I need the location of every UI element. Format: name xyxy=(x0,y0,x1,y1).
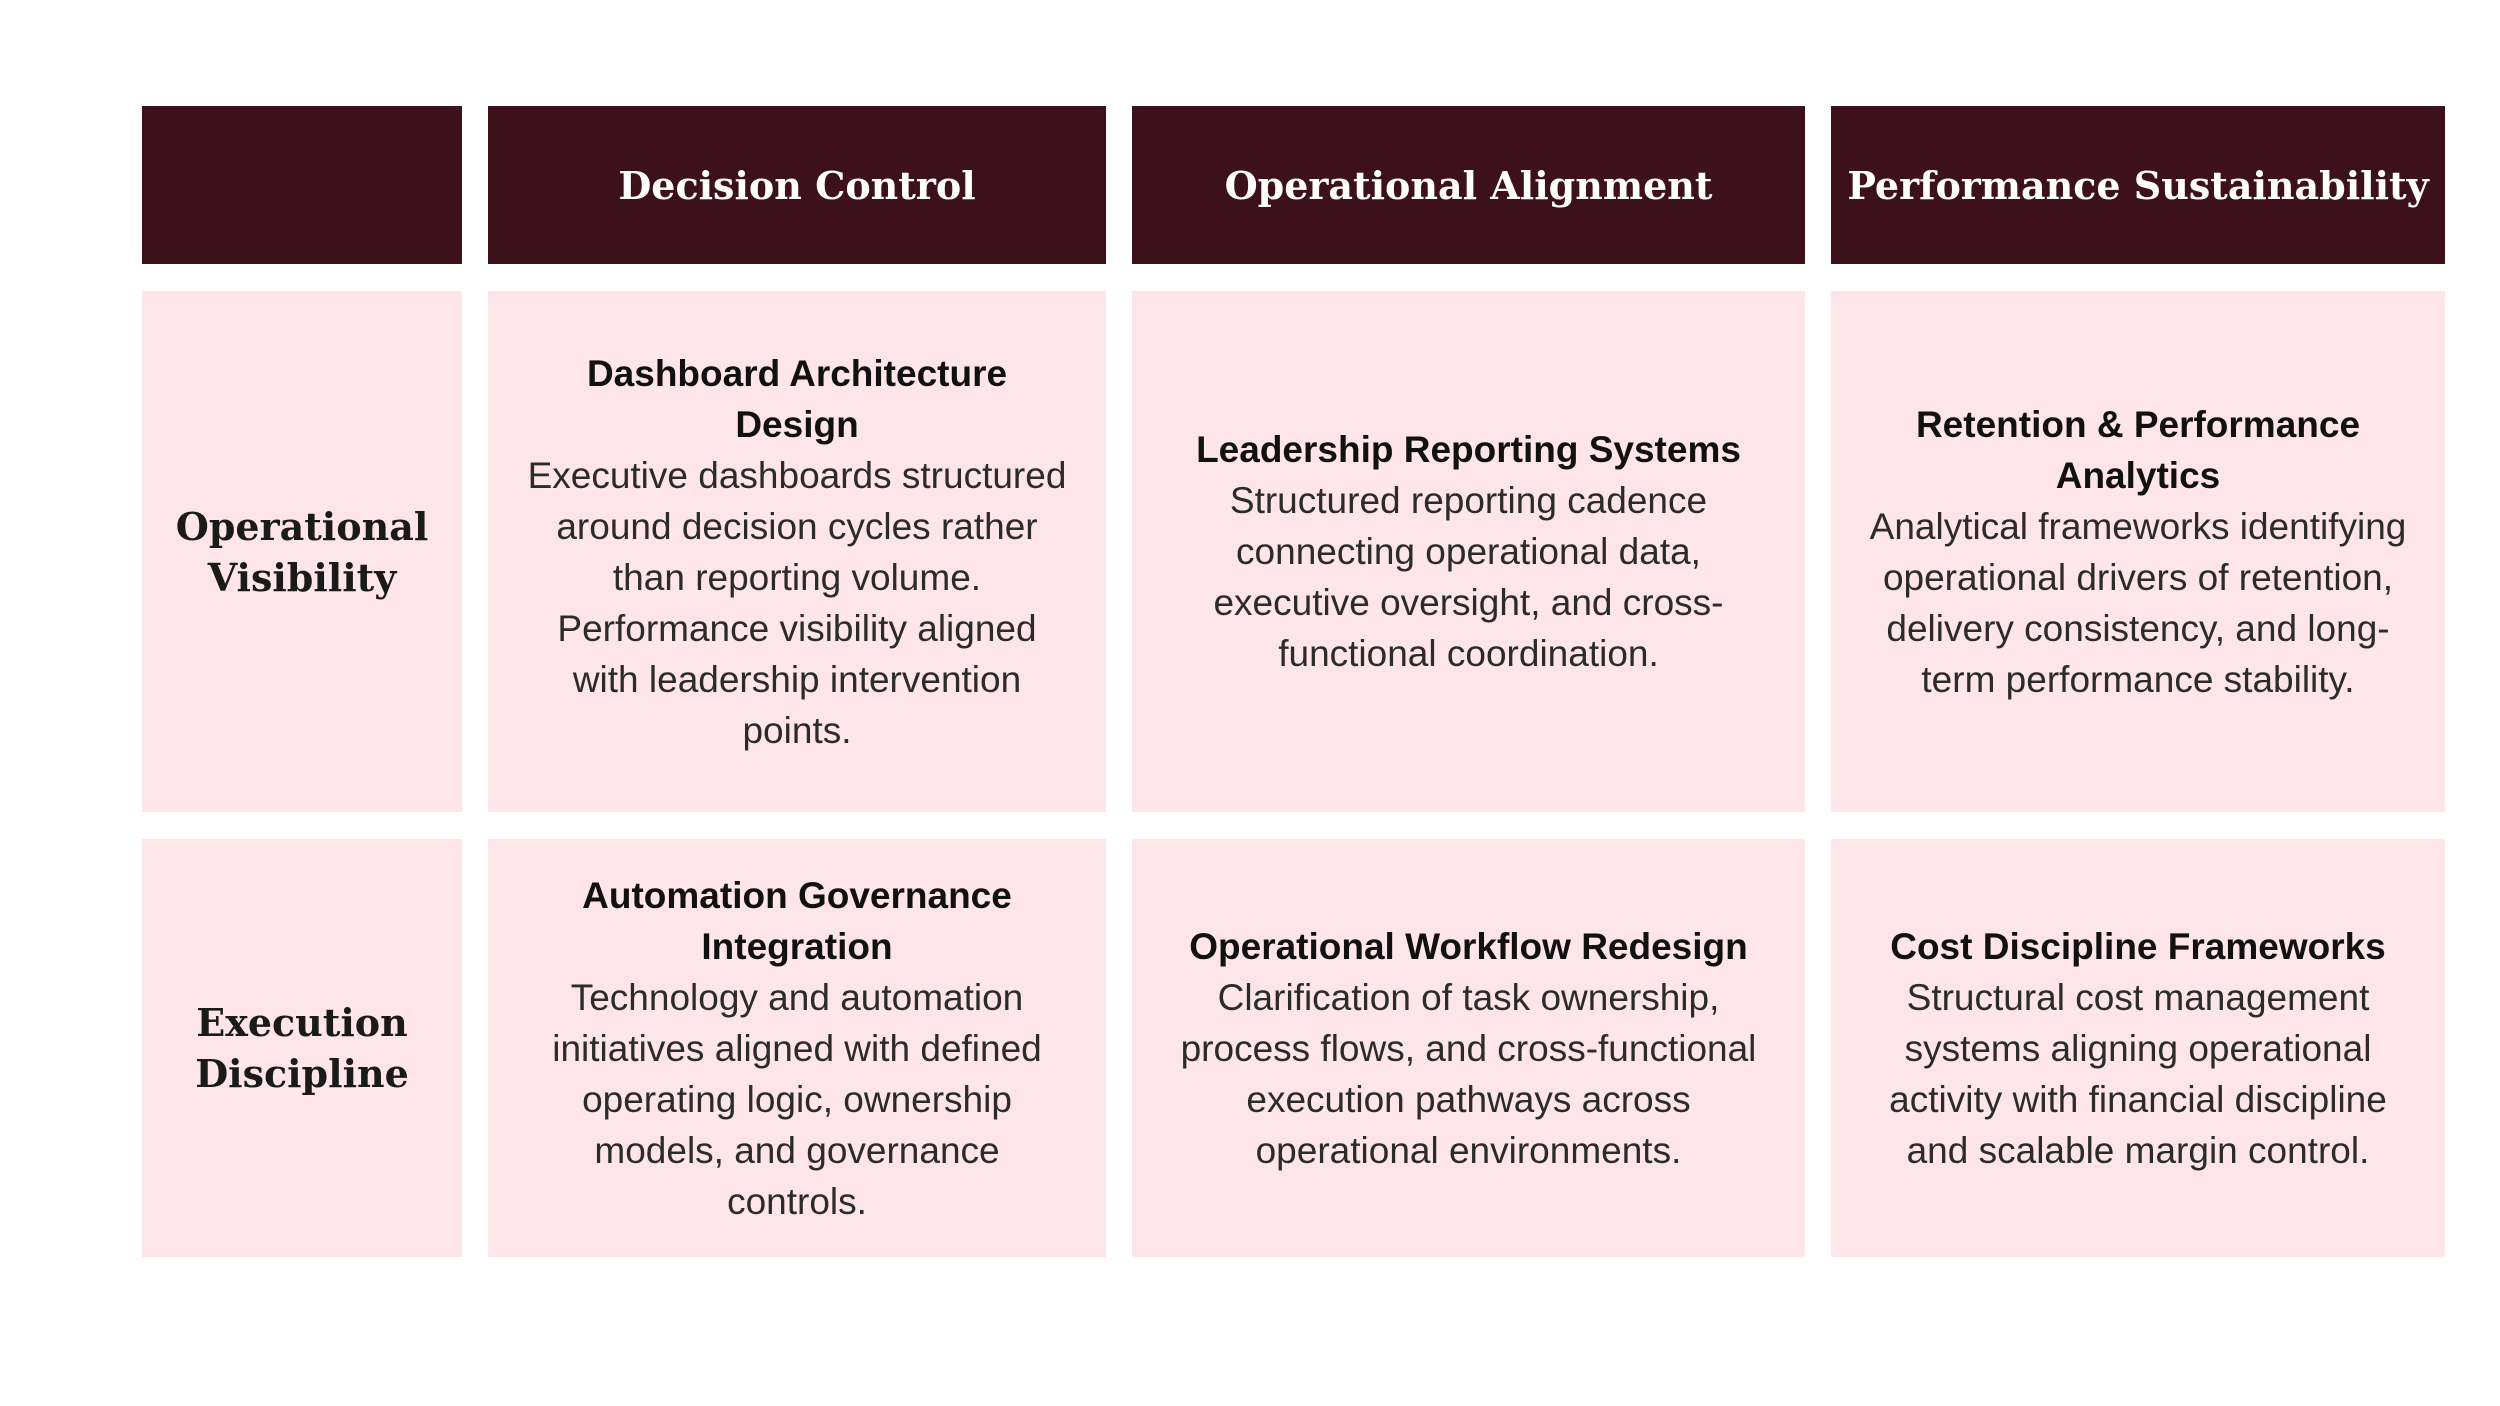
cell-description: Structured reporting cadence connecting operational data, executive oversight, and cross-functional coordination. xyxy=(1213,480,1724,674)
matrix-cell xyxy=(488,839,1106,1257)
header-corner-cell xyxy=(142,106,462,264)
column-header-label: Performance Sustainability xyxy=(1847,162,2429,208)
row-label: Operational Visibility xyxy=(175,503,429,600)
column-header-label: Decision Control xyxy=(618,162,976,208)
column-header-performance-sustainability xyxy=(1831,106,2445,264)
matrix-cell xyxy=(1831,839,2445,1257)
cell-title: Leadership Reporting Systems xyxy=(1196,429,1741,470)
cell-title: Retention & Performance Analytics xyxy=(1915,403,2361,496)
column-header-operational-alignment xyxy=(1132,106,1805,264)
matrix-cell xyxy=(1132,839,1805,1257)
cell-description: Structural cost management systems aligning operational activity with financial discipline and scalable margin control. xyxy=(1889,976,2387,1171)
cell-description: Analytical frameworks identifying operational drivers of retention, delivery consistency, and long-term performance stability. xyxy=(1869,505,2407,700)
cell-title: Operational Workflow Redesign xyxy=(1189,925,1748,967)
row-label-cell-execution-discipline xyxy=(142,839,462,1257)
column-header-decision-control xyxy=(488,106,1106,264)
column-header-label: Operational Alignment xyxy=(1224,162,1713,208)
cell-description: Clarification of task ownership, process flows, and cross-functional execution pathways across operational environments. xyxy=(1180,976,1757,1171)
cell-description: Technology and automation initiatives aligned with defined operating logic, ownership models, and governance controls. xyxy=(552,976,1042,1222)
row-label: Execution Discipline xyxy=(195,1000,409,1096)
matrix-cell xyxy=(488,291,1106,812)
cell-title: Cost Discipline Frameworks xyxy=(1890,925,2386,967)
cell-title: Dashboard Architecture Design xyxy=(586,352,1008,445)
matrix-cell xyxy=(1831,291,2445,812)
capability-matrix xyxy=(142,106,2445,1257)
row-label-cell-operational-visibility xyxy=(142,291,462,812)
cell-title: Automation Governance Integration xyxy=(582,874,1012,967)
matrix-cell xyxy=(1132,291,1805,812)
cell-description: Executive dashboards structured around decision cycles rather than reporting volume. Performance visibility aligned with leadership intervention points. xyxy=(527,454,1067,751)
